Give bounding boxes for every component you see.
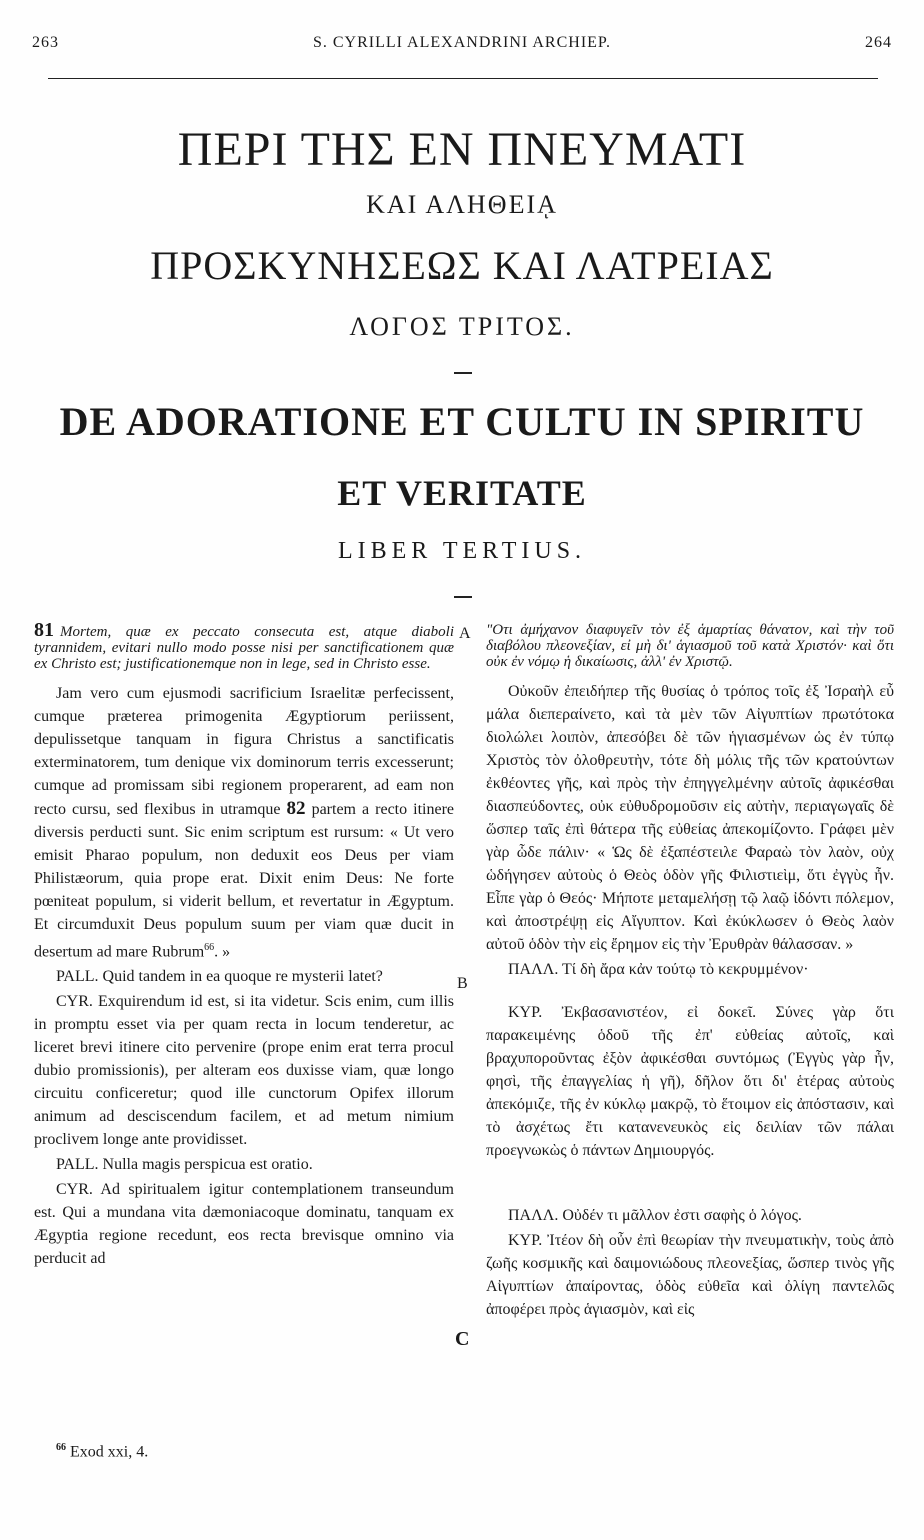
greek-paragraph: ΚΥΡ. Ἰτέον δὴ οὖν ἐπὶ θεωρίαν τὴν πνευματικὴν, τοὺς ἀπὸ ζωῆς κοσμικῆς καὶ δαιμονιώδους πλεονεξίας, ὥσπερ τινὸς γῆς Αἰγυπτίων ἀπαίροντας, ὁδὸς εὐθεῖα καὶ ὀλίγη παντελῶς ἀποφέρει πρὸς ἁγιασμὸν, καὶ εἰς bbox=[486, 1232, 894, 1318]
latin-summary bbox=[34, 619, 454, 672]
margin-marker-c: C bbox=[455, 1328, 470, 1350]
column-number: 82 bbox=[286, 798, 306, 819]
greek-title-line-2: ΚΑΙ ΑΛΗΘΕΙᾼ bbox=[366, 190, 558, 219]
greek-column bbox=[486, 622, 894, 1323]
greek-paragraph: ΚΥΡ. Ἐκβασανιστέον, εἰ δοκεῖ. Σύνες γὰρ ὅτι παρακειμένης ὁδοῦ τῆς ἐπ' εὐθείας αὐτοῖς, καὶ βραχυποροῦντας ἐξὸν ἀφικέσθαι συντόμως (Ἐγγὺς γὰρ ἦν, φησὶ, τῆς ἐπαγγελίας ἡ γῆ), δῆλον ὅτι δι' ἑτέρας αὐτοὺς ἀπεκόμιζε, τῆς ἐν κύκλῳ μακρῷ, τὸ ἕτοιμον εἰς ἀπόστασιν, καὶ τὸ ἀσχέτως ἔτι κατανενευκὸς εἰς δειλίαν τῶν πάλαι προεγνωκὼς ὁ πάντων Δημιουργός. bbox=[486, 1004, 894, 1159]
latin-paragraph-text: partem a recto itinere diversis perducti sunt. Sic enim scriptum est rursum: « Ut vero emisit Pharao populum, non deduxit eos Deus per viam Philistæorum, quia prope erat. Dixit enim Deus: Ne forte pœniteat populum, si viderit bellum, et revertatur in Ægyptum. Et circumduxit Deus populum suum per viam quæ ducit in desertum ad mare Rubrum bbox=[34, 801, 455, 961]
spacer bbox=[486, 983, 894, 1001]
greek-paragraph: ΠΑΛΛ. Τί δὴ ἄρα κἀν τούτῳ τὸ κεκρυμμένον· bbox=[508, 961, 809, 978]
latin-paragraph: PALL. Nulla magis perspicua est oratio. bbox=[56, 1156, 313, 1174]
footnote-number: 66 bbox=[56, 1442, 66, 1453]
greek-title-line-1: ΠΕΡΙ ΤΗΣ ΕΝ ΠΝΕΥΜΑΤΙ bbox=[177, 123, 747, 176]
latin-column bbox=[34, 619, 455, 1272]
margin-marker-a: A bbox=[459, 625, 471, 642]
spacer bbox=[486, 1164, 894, 1204]
latin-title-line-3: LIBER TERTIUS. bbox=[337, 538, 587, 564]
running-head bbox=[32, 34, 892, 58]
latin-paragraph: PALL. Quid tandem in ea quoque re mysterii latet? bbox=[56, 968, 383, 986]
section-number: 81 bbox=[34, 619, 54, 641]
greek-paragraph: Οὐκοῦν ἐπειδήπερ τῆς θυσίας ὁ τρόπος τοῖς ἐξ Ἰσραὴλ εὖ μάλα διεπεραίνετο, καὶ τὰ μὲν τῶν Αἰγυπτίων πρωτότοκα διολώλει λοιπὸν, ἀπεσόβει δὲ τῶν ἡγιασμένων ὡς ἐν τύπῳ Χριστὸς τὸν ὀλοθρευτὴν, τότε δὴ μόλις τῆς τῶν κρατούντων ἐκθέοντες γῆς, καὶ πρὸς τὴν ἐπηγγελμένην αὐτοῖς ἀφικέσθαι διασπεύδοντες, οὐκ εὐθυδρομοῦσιν εἰς αὐτὴν, περιαγωγαῖς δὲ ὥσπερ ταῖς ἐπὶ θάτερα τῆς εὐθείας ἀπεκομίζοντο. Γράφει μὲν γὰρ ὧδε πάλιν· « Ὡς δὲ ἐξαπέστειλε Φαραὼ τὸν λαὸν, οὐχ ὡδήγησεν αὐτοὺς ὁ Θεὸς ὁδὸν γῆς Φιλιστιεὶμ, ὅτι ἐγγὺς ἦν. Εἶπε γὰρ ὁ Θεός· Μήποτε μεταμελήσῃ τῷ λαῷ ἰδόντι πόλεμον, καὶ ἀποστρέψῃ εἰς Αἴγυπτον. Καὶ ἐκύκλωσεν ὁ Θεὸς λαὸν αὐτοῦ ὁδὸν τὴν εἰς ἔρημον εἰς τὴν Ἐρυθρὰν θάλασσαν. » bbox=[486, 683, 894, 953]
footnote-ref: 66 bbox=[204, 942, 215, 953]
latin-title-line-2: ET VERITATE bbox=[337, 473, 587, 513]
latin-summary-text: Mortem, quæ ex peccato consecuta est, atque diaboli tyrannidem, evitari nullo modo posse nisi per sanctificationem quæ ex Christo est; justificationemque non in lege, sed in Christo esse. bbox=[34, 624, 454, 672]
page-number-right: 264 bbox=[865, 34, 892, 51]
footnote bbox=[56, 1442, 148, 1461]
greek-paragraph: ΠΑΛΛ. Οὐδέν τι μᾶλλον ἐστι σαφὴς ὁ λόγος. bbox=[508, 1207, 802, 1224]
latin-paragraph-text: Jam vero cum ejusmodi sacrificium Israelitæ perfecissent, cumque præterea primogenita Ægyptiorum periissent, depulissetque tanquam in figura Christus a sanctificatis exterminatorem, tum denique vix dominorum terris excesserunt; cumque ad promissam sibi regionem properarent, ad eam non recto cursu, sed flexibus in utramque bbox=[34, 685, 454, 818]
latin-paragraph: CYR. Ad spiritualem igitur contemplationem transeundum est. Qui a mundana vita dæmoniacoque dominatu, tanquam ex Ægyptia regione recedunt, eos recta brevisque omnino via perducit ad bbox=[34, 1181, 454, 1268]
latin-paragraph: CYR. Exquirendum id est, si ita videtur. Scis enim, cum illis in promptu esset via per quam recta in locum tenderetur, ac liceret brevi itinere cito pervenire (prope enim erat terra procul dubio promissionis), per alteram eos duxisse viam, quæ longo circuitu conficeretur; quod ille cunctorum Opifex illorum animum ad desciscendum facilem, et ad metum nimium proclivem longe ante providisset. bbox=[34, 993, 454, 1149]
footnote-text: Exod xxi, 4. bbox=[70, 1443, 149, 1461]
greek-title-line-4: ΛΟΓΟΣ ΤΡΙΤΟΣ. bbox=[349, 312, 575, 341]
title-divider bbox=[454, 372, 472, 374]
running-title: S. CYRILLI ALEXANDRINI ARCHIEP. bbox=[312, 34, 612, 51]
title-divider bbox=[454, 596, 472, 598]
latin-title-line-1: DE ADORATIONE ET CULTU IN SPIRITU bbox=[59, 399, 865, 444]
latin-paragraph-end: . » bbox=[214, 943, 231, 961]
header-rule bbox=[48, 78, 878, 79]
page-number-left: 263 bbox=[32, 34, 59, 51]
greek-title-line-3: ΠΡΟΣΚΥΝΗΣΕΩΣ ΚΑΙ ΛΑΤΡΕΙΑΣ bbox=[150, 243, 774, 288]
latin-paragraph bbox=[34, 682, 454, 963]
greek-summary: "Οτι ἀμήχανον διαφυγεῖν τὸν ἐξ ἁμαρτίας θάνατον, καὶ τὴν τοῦ διαβόλου πλεονεξίαν, εἰ μὴ δι' ἁγιασμοῦ τοῦ κατὰ Χριστόν· καὶ ὅτι οὐκ ἐν νόμῳ ἡ δικαίωσις, ἀλλ' ἐν Χριστῷ. bbox=[486, 622, 894, 670]
margin-marker-b: B bbox=[457, 975, 468, 992]
